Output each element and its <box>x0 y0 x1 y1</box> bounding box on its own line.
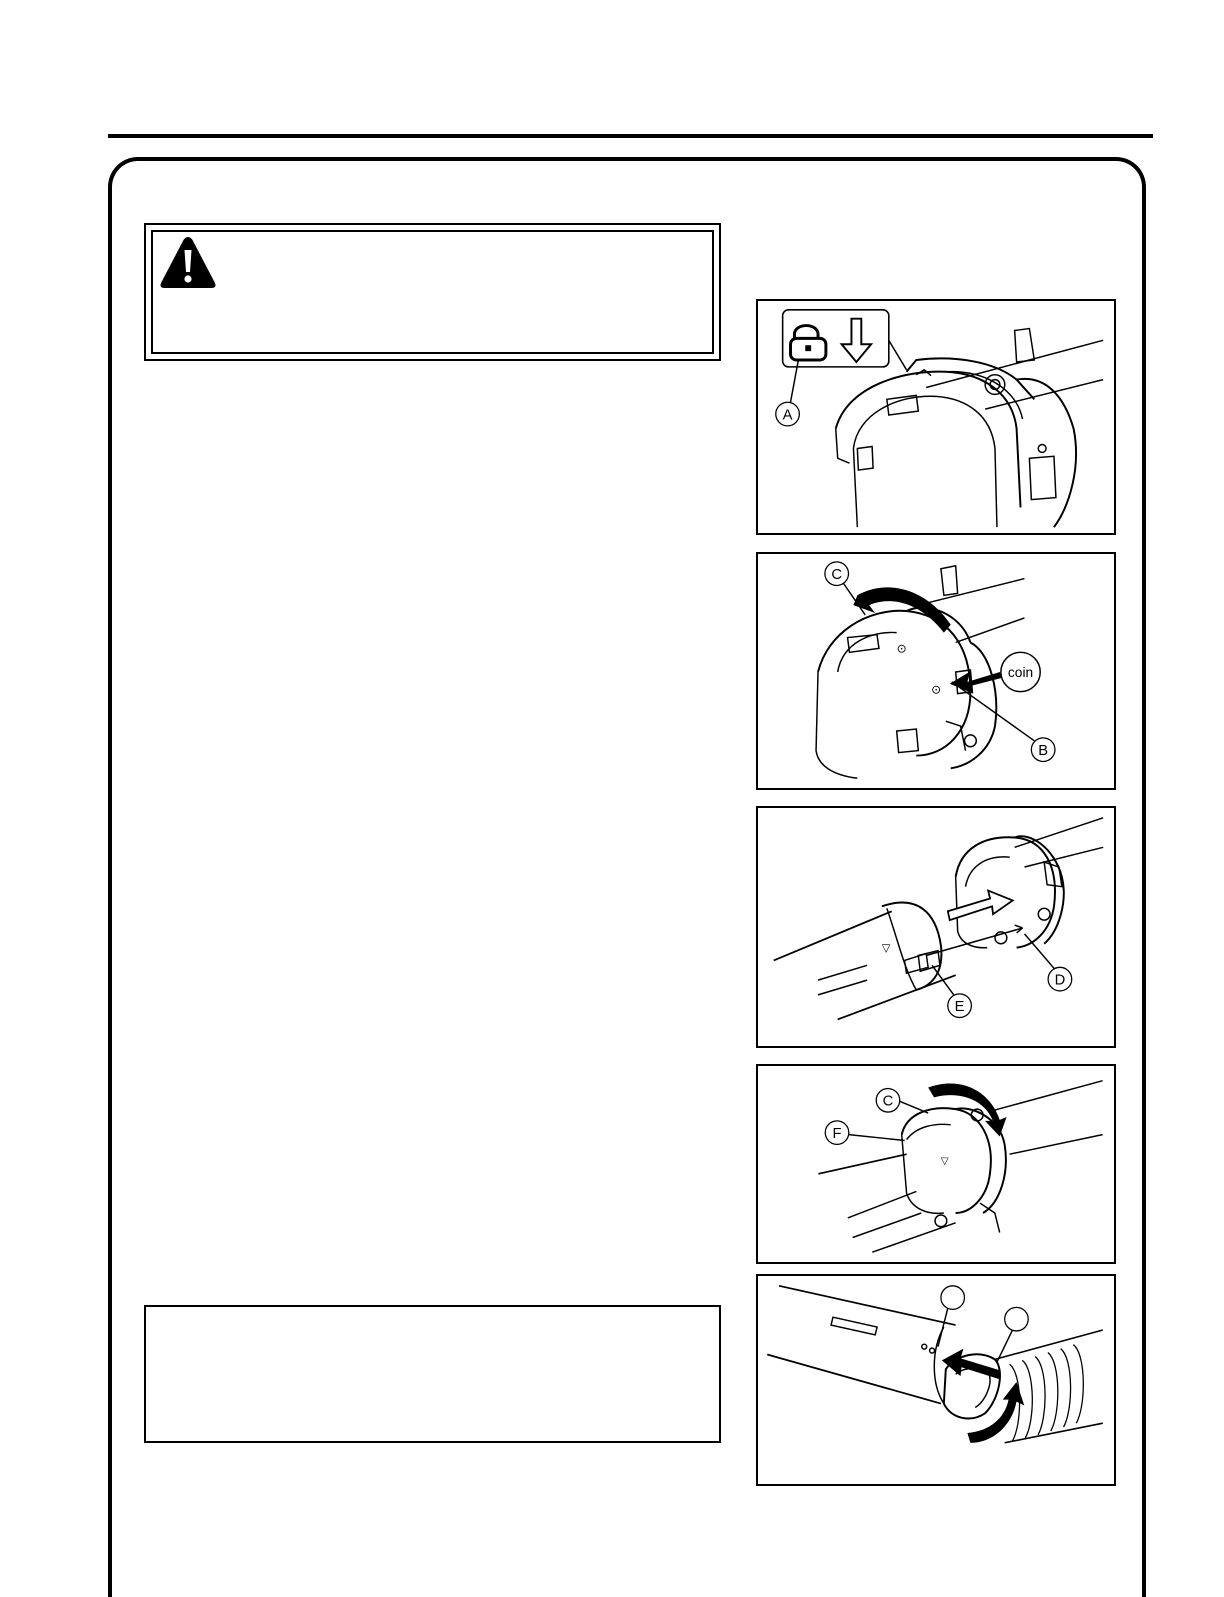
coin-label: coin <box>1007 664 1034 680</box>
figure-insert-pipe <box>756 806 1116 1048</box>
header-rule <box>108 134 1153 138</box>
callout-f: F <box>832 1126 842 1143</box>
warning-inner-border <box>151 230 714 354</box>
pipe-mark: ▽ <box>940 1156 949 1167</box>
figure-turn-ring <box>756 552 1116 790</box>
note-box <box>144 1305 721 1443</box>
callout-e: E <box>954 999 965 1016</box>
figure-lock-ring <box>756 1064 1116 1264</box>
warning-triangle-icon <box>158 233 218 291</box>
figure-clamp <box>756 1274 1116 1486</box>
figure-lock-mark <box>756 299 1116 535</box>
callout-c: C <box>831 567 843 584</box>
callout-d: D <box>1054 972 1066 989</box>
callout-b: B <box>1038 743 1049 760</box>
warning-box <box>144 223 721 361</box>
pipe-mark: ▽ <box>881 942 891 955</box>
callout-c: C <box>882 1093 894 1110</box>
ring-mark-2: ⊙ <box>931 683 941 697</box>
callout-a: A <box>782 407 793 424</box>
ring-mark-1: ⊙ <box>896 642 907 656</box>
